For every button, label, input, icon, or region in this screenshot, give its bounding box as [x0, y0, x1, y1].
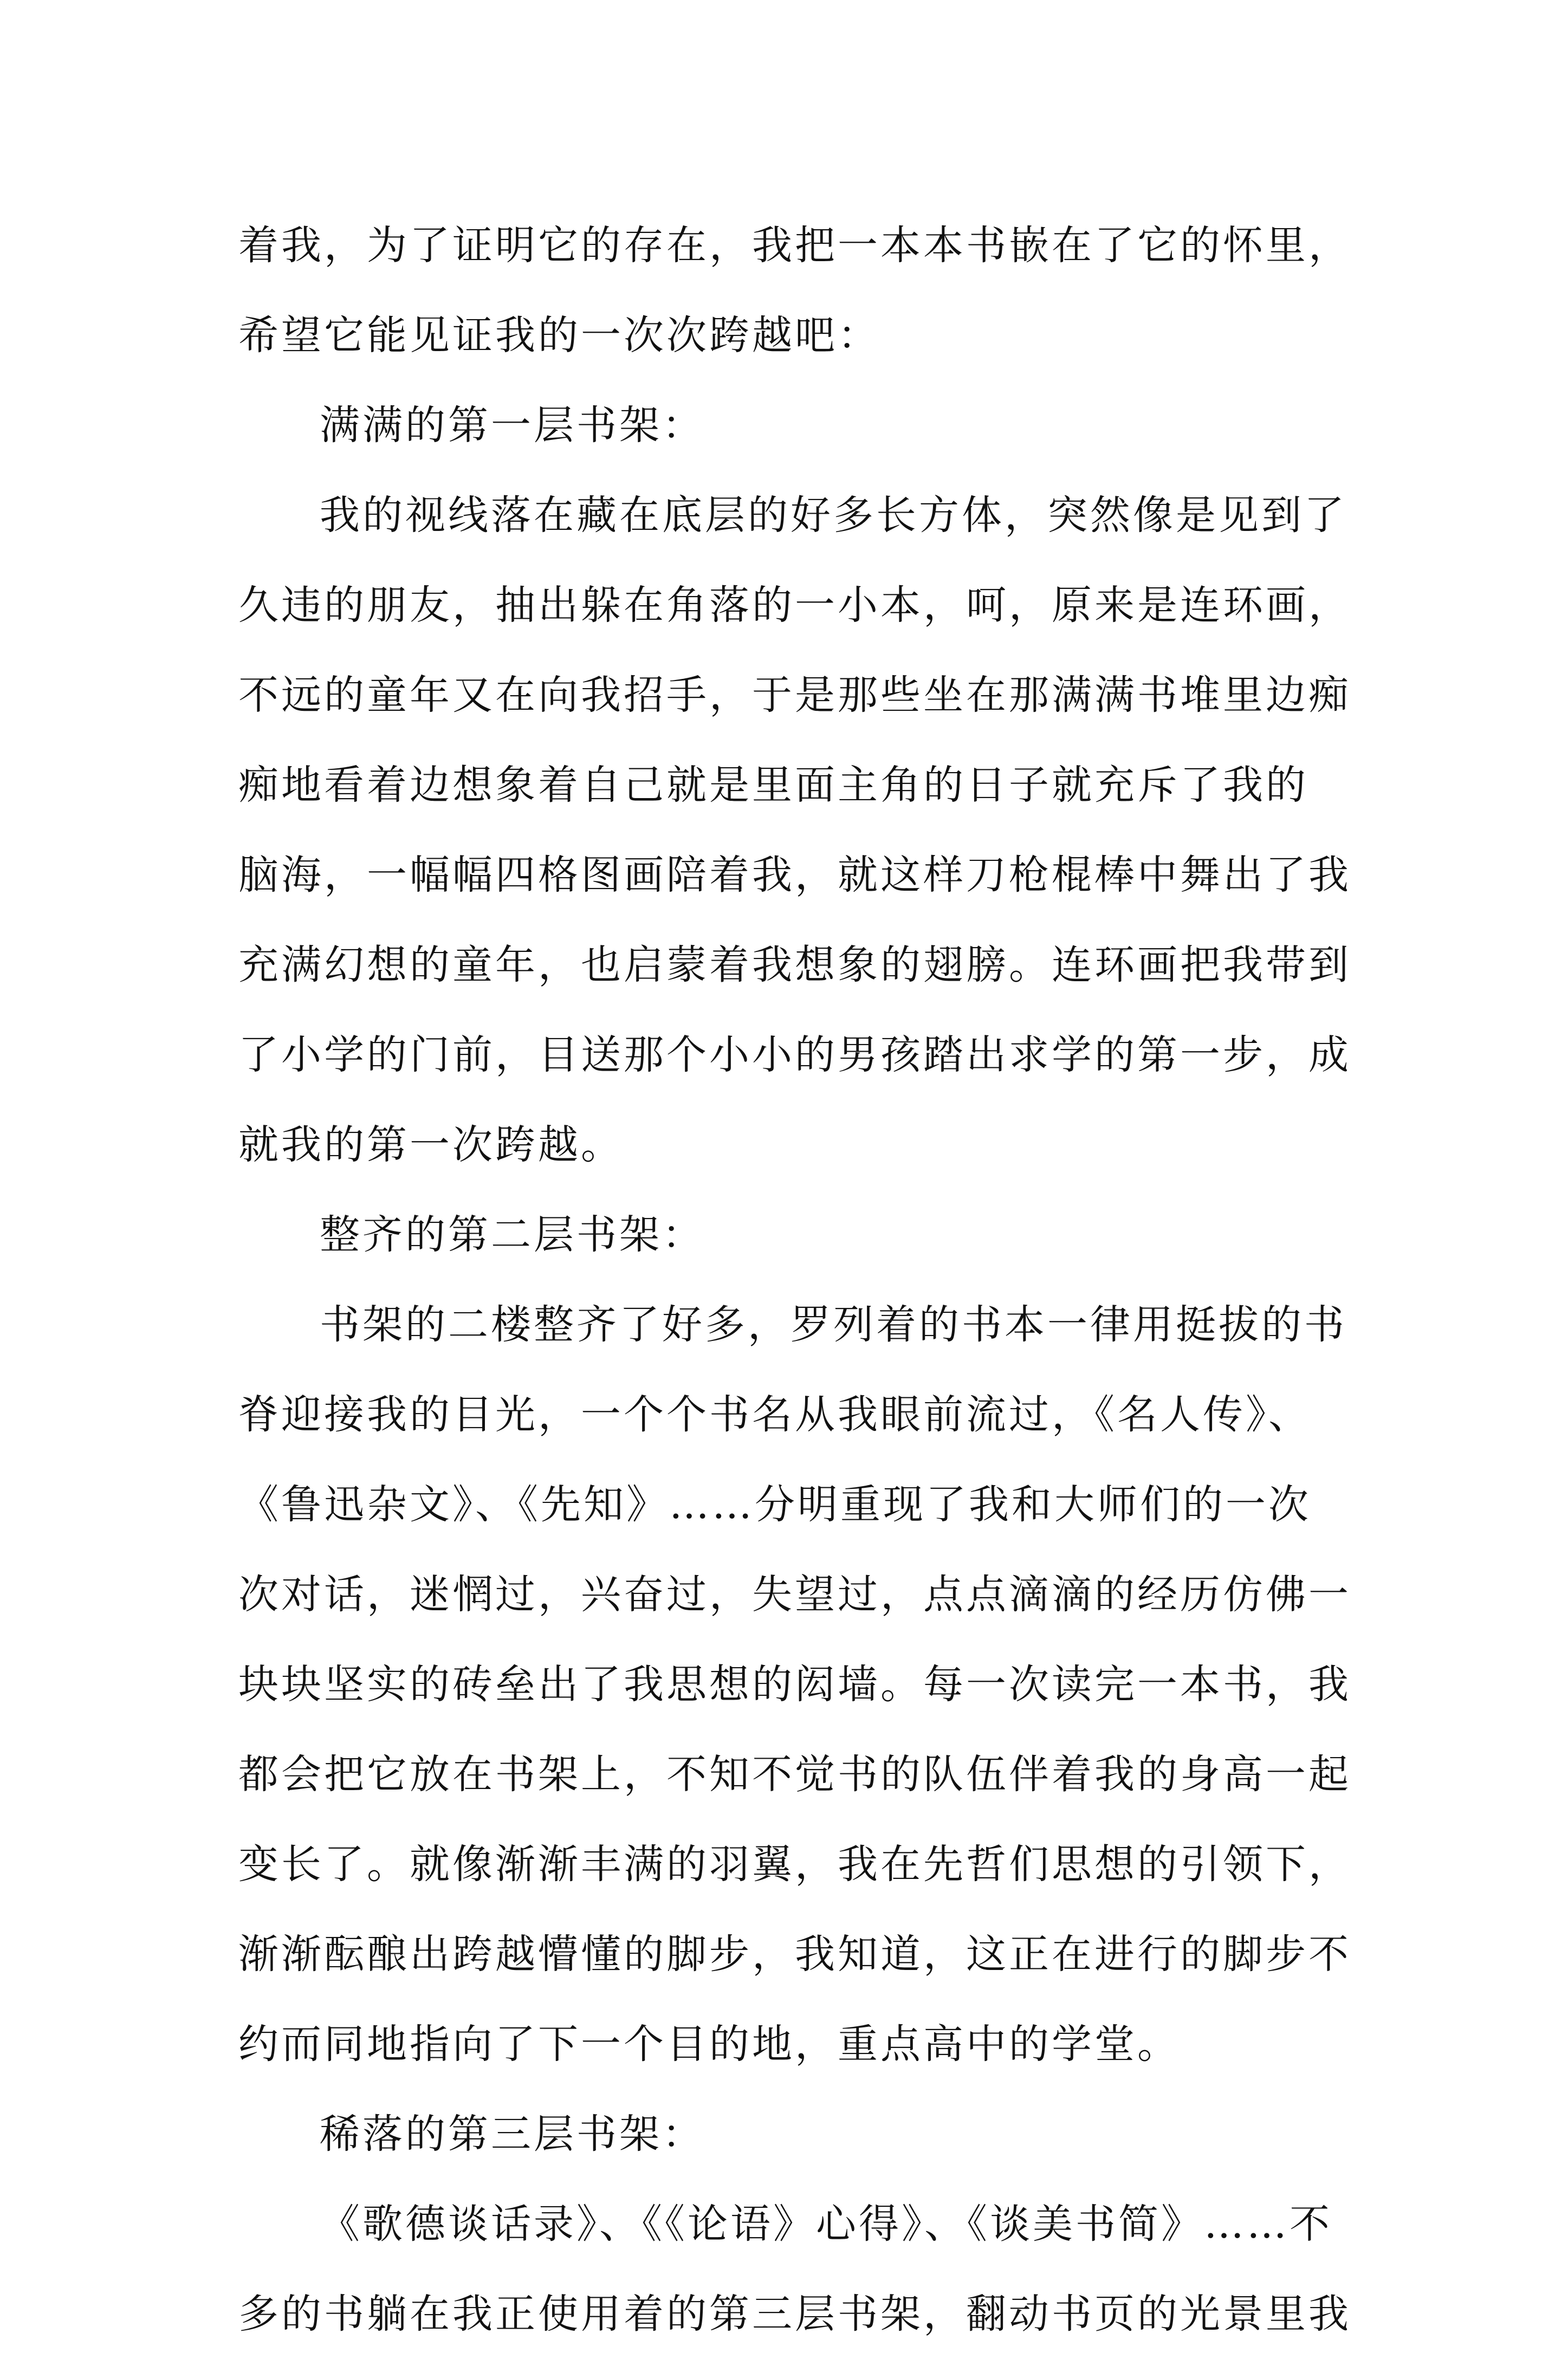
text-line: 着我，为了证明它的存在，我把一本本书嵌在了它的怀里，	[238, 222, 1351, 269]
text-line: 都会把它放在书架上，不知不觉书的队伍伴着我的身高一起	[238, 1751, 1351, 1798]
text-line: 《鲁迅杂文》、《先知》……分明重现了我和大师们的一次	[238, 1481, 1311, 1528]
text-line: 多的书躺在我正使用着的第三层书架，翻动书页的光景里我	[238, 2291, 1351, 2337]
text-line: 不远的童年又在向我招手，于是那些坐在那满满书堆里边痴	[238, 672, 1351, 718]
text-line: 约而同地指向了下一个目的地，重点高中的学堂。	[238, 2021, 1180, 2068]
text-line: 脑海，一幅幅四格图画陪着我，就这样刀枪棍棒中舞出了我	[238, 852, 1351, 898]
paragraph-first-line: 书架的二楼整齐了好多，罗列着的书本一律用挺拔的书	[320, 1301, 1347, 1348]
text-line: 脊迎接我的目光，一个个书名从我眼前流过，《名人传》、	[238, 1391, 1311, 1438]
text-line: 了小学的门前，目送那个小小的男孩踏出求学的第一步，成	[238, 1032, 1351, 1078]
paragraph-first-line: 我的视线落在藏在底层的好多长方体，突然像是见到了	[320, 492, 1347, 539]
text-line: 块块坚实的砖垒出了我思想的闳墙。每一次读完一本书，我	[238, 1661, 1351, 1708]
text-line: 希望它能见证我的一次次跨越吧：	[238, 312, 880, 359]
text-line: 痴地看着边想象着自己就是里面主角的日子就充斥了我的	[238, 762, 1308, 808]
text-line: 变长了。就像渐渐丰满的羽翼，我在先哲们思想的引领下，	[238, 1841, 1351, 1888]
paragraph-first-line: 《歌德谈话录》、《《论语》心得》、《谈美书简》……不	[320, 2201, 1332, 2247]
text-line: 次对话，迷惘过，兴奋过，失望过，点点滴滴的经历仿佛一	[238, 1571, 1351, 1618]
text-line: 渐渐酝酿出跨越懵懂的脚步，我知道，这正在进行的脚步不	[238, 1931, 1351, 1978]
section-heading-second-shelf: 整齐的第二层书架：	[320, 1211, 705, 1258]
section-heading-third-shelf: 稀落的第三层书架：	[320, 2111, 705, 2157]
text-line: 充满幻想的童年，也启蒙着我想象的翅膀。连环画把我带到	[238, 942, 1351, 988]
body-text	[238, 200, 1351, 2359]
text-line: 久违的朋友，抽出躲在角落的一小本，呵，原来是连环画，	[238, 582, 1351, 628]
text-line: 就我的第一次跨越。	[238, 1122, 624, 1168]
section-heading-first-shelf: 满满的第一层书架：	[320, 402, 705, 449]
